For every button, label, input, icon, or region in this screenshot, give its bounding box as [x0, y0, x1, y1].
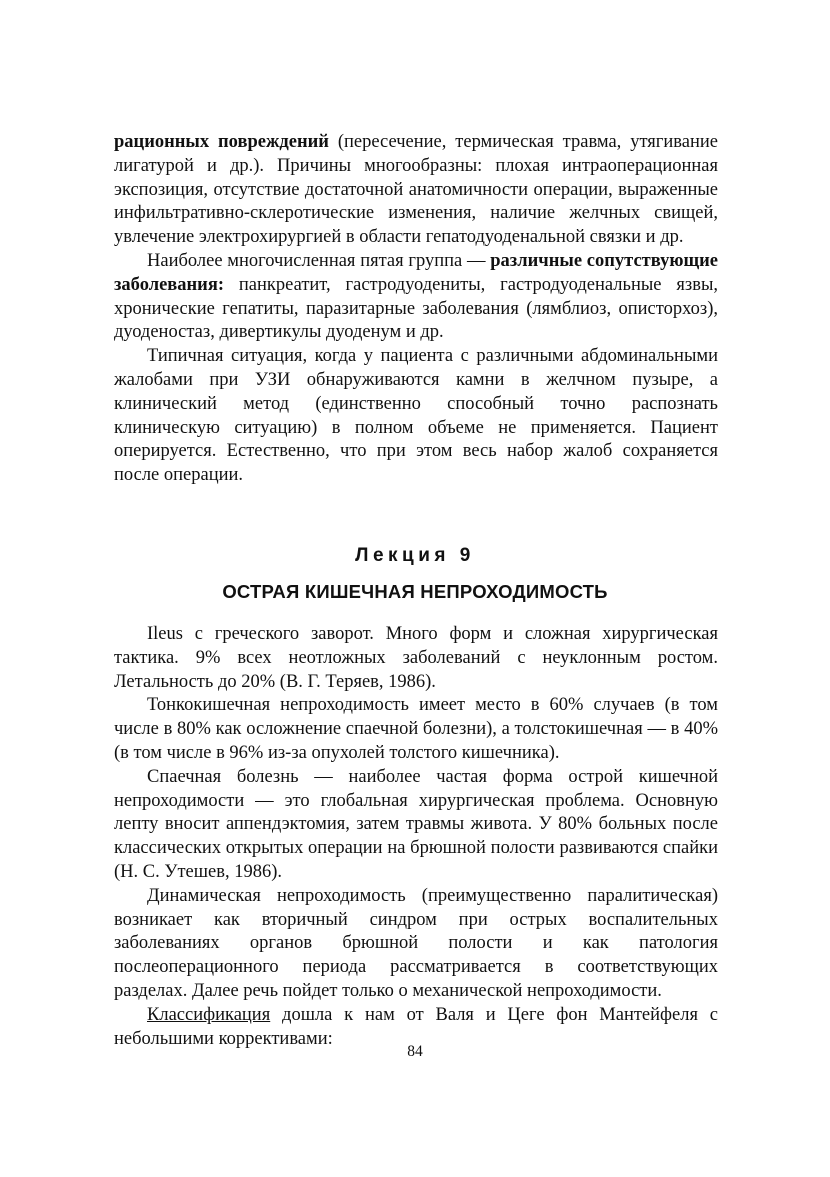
- paragraph-fifth-group: [114, 250, 718, 345]
- paragraph-text: панкреатит, гастродуодениты, гастродуоденальные язвы, хронические гепатиты, паразитарные заболевания (лямблиоз, описторхоз), дуоденостаз, дивертикулы дуоденум и др.: [114, 274, 718, 343]
- underlined-term-classification: Классификация: [147, 1004, 271, 1025]
- bold-term-concomitant-diseases: различные сопутствующие заболевания:: [114, 250, 718, 295]
- paragraph-complications: [114, 131, 718, 250]
- continued-text-block: [114, 131, 718, 488]
- paragraph-adhesive-disease: Спаечная болезнь — наиболее частая форма острой кишечной непроходимости — это глобальная хирургическая проблема. Основную лепту вносит аппендэктомия, затем травмы живота. У 80% больных после классических открытых операции на брюшной полости развиваются спайки (Н. С. Утешев, 1986).: [114, 766, 718, 882]
- paragraph-dynamic-obstruction: Динамическая непроходимость (преимущественно паралитическая) возникает как вторичный синдром при острых воспалительных заболеваниях органов брюшной полости и как патология послеоперационного периода рассматривается в соответствующих разделах. Далее речь пойдет только о механической непроходимости.: [114, 885, 718, 1001]
- lecture-title-heading: ОСТРАЯ КИШЕЧНАЯ НЕПРОХОДИМОСТЬ: [222, 581, 608, 602]
- lecture-number-heading: Лекция 9: [355, 545, 475, 566]
- paragraph-text: дошла к нам от Валя и Цеге фон Мантейфеля с небольшими коррективами:: [114, 1004, 718, 1049]
- paragraph-typical-situation: Типичная ситуация, когда у пациента с различными абдоминальными жалобами при УЗИ обнаруживаются камни в желчном пузыре, а клинический метод (единственно способный точно распознать клиническую ситуацию) в полном объеме не применяется. Пациент оперируется. Естественно, что при этом весь набор жалоб сохраняется после операции.: [114, 346, 718, 486]
- paragraph-small-bowel: Тонкокишечная непроходимость имеет место в 60% случаев (в том числе в 80% как осложнение спаечной болезни), а толстокишечная — в 40% (в том числе в 96% из-за опухолей толстого кишечника).: [114, 695, 718, 763]
- page-number: 84: [407, 1043, 423, 1060]
- paragraph-ileus: Ileus с греческого заворот. Много форм и сложная хирургическая тактика. 9% всех неотложных заболеваний с неуклонным ростом. Летальность до 20% (В. Г. Теряев, 1986).: [114, 624, 718, 692]
- lecture-text-block: [114, 623, 718, 1051]
- paragraph-text: Наиболее многочисленная пятая группа —: [147, 250, 491, 271]
- bold-term-injuries: рационных повреждений: [114, 132, 329, 152]
- paragraph-text: (пересечение, термическая травма, утягивание лигатурой и др.). Причины многообразны: плохая интраоперационная экспозиция, отсутствие достаточной анатомичности операции, выраженные инфильтративно-склеротические изменения, наличие желчных свищей, увлечение электрохирургией в области гепатодуоденальной связки и др.: [114, 132, 718, 248]
